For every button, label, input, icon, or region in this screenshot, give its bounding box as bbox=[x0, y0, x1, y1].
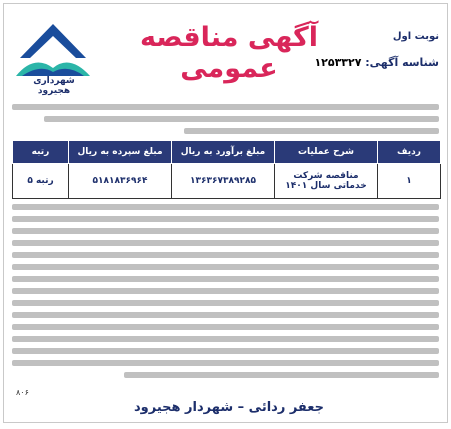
page-title: آگهی مناقصه عمومی bbox=[139, 22, 319, 84]
ad-id bbox=[314, 56, 439, 69]
tender-table bbox=[12, 140, 441, 199]
notice-turn: نوبت اول bbox=[392, 31, 439, 42]
column-header: مبلغ برآورد به ریال bbox=[172, 141, 275, 164]
signature: جعفر ردائی – شهردار هجیرود bbox=[134, 400, 324, 415]
column-header: مبلغ سپرده به ریال bbox=[69, 141, 172, 164]
table-cell: ۵۱۸۱۸۳۶۹۶۴ bbox=[69, 164, 172, 199]
table-row bbox=[13, 164, 441, 199]
column-header: رتبه bbox=[13, 141, 69, 164]
table-cell: ۱ bbox=[378, 164, 441, 199]
column-header: شرح عملیات bbox=[275, 141, 378, 164]
column-header: ردیف bbox=[378, 141, 441, 164]
intro-text-line bbox=[12, 104, 439, 110]
table-cell: ۱۳۶۳۶۷۳۸۹۲۸۵ bbox=[172, 164, 275, 199]
intro-text-line bbox=[184, 128, 439, 134]
tender-notice-page bbox=[3, 3, 448, 423]
footer-code: ۸۰۶ bbox=[16, 388, 29, 397]
ad-id-number: ۱۲۵۳۳۲۷ bbox=[314, 56, 362, 69]
ad-id-label: شناسه آگهی: bbox=[365, 56, 439, 69]
table-cell: رتبه ۵ bbox=[13, 164, 69, 199]
table-header-row bbox=[13, 141, 441, 164]
table-cell: مناقصه شرکت خدماتی سال ۱۴۰۱ bbox=[275, 164, 378, 199]
intro-text-line bbox=[44, 116, 439, 122]
logo-caption: شهرداری هجیرود bbox=[33, 76, 75, 96]
